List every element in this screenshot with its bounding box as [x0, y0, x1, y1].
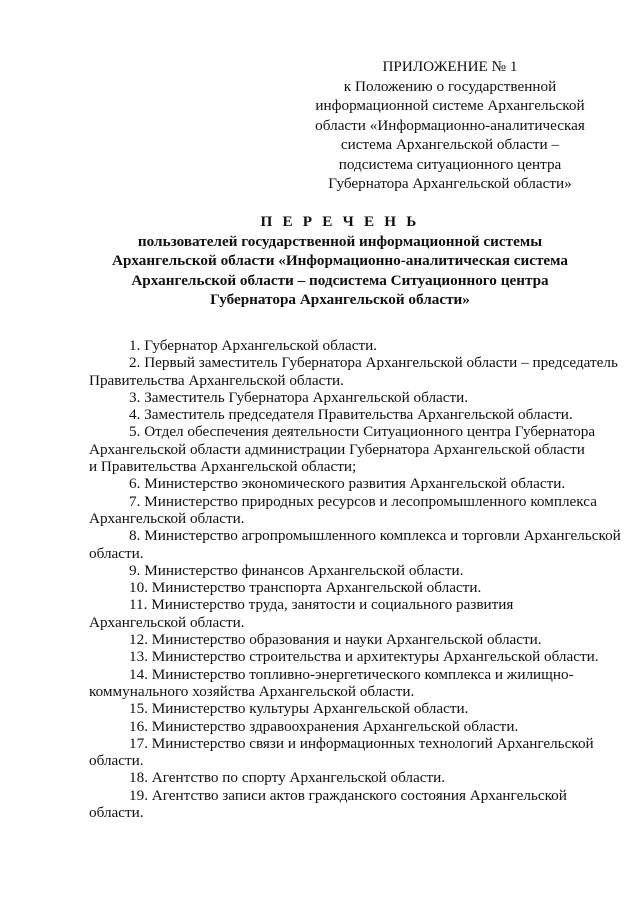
list-item-first-line	[89, 389, 596, 406]
list-item-number: 5.	[129, 423, 141, 441]
list-item-number: 19.	[129, 786, 148, 804]
list-item-first-line	[89, 631, 596, 648]
appendix-line: система Архангельской области –	[340, 136, 560, 153]
list-item-first-line	[89, 475, 596, 492]
list-item-number: 4.	[129, 406, 141, 424]
subtitle-line: пользователей государственной информационной системы	[137, 232, 543, 250]
list-item-first-line	[89, 354, 618, 372]
list-item-first-line	[89, 562, 596, 579]
list-item-number: 9.	[129, 561, 141, 579]
list-item-number: 6.	[129, 475, 141, 493]
list-item-number: 13.	[129, 648, 148, 666]
list-item	[89, 389, 596, 406]
list-item-continuation	[89, 458, 596, 475]
list-item-continuation	[89, 545, 596, 562]
list-item-continuation	[89, 683, 596, 700]
list-item-text: Архангельской области.	[89, 509, 245, 527]
appendix-line: области «Информационно-аналитическая	[315, 116, 585, 134]
list-item-text: Правительства Архангельской области.	[89, 371, 344, 389]
list-item-number: 14.	[129, 665, 148, 683]
user-list	[89, 337, 621, 822]
list-item-number: 11.	[129, 596, 148, 614]
appendix-line: подсистема ситуационного центра	[338, 155, 562, 173]
list-item-number: 15.	[129, 700, 148, 718]
list-item-text: Министерство труда, занятости и социального развития	[151, 596, 514, 614]
list-item-text: Агентство записи актов гражданского состояния Архангельской	[151, 786, 567, 804]
appendix-line: ПРИЛОЖЕНИЕ № 1	[382, 58, 518, 75]
list-item-text: Архангельской области.	[89, 613, 245, 631]
appendix-line: к Положению о государственной	[343, 77, 557, 95]
title-subtitle	[80, 232, 600, 310]
list-item-first-line	[89, 666, 596, 683]
list-item-text: Министерство финансов Архангельской области.	[144, 561, 464, 579]
list-item-text: Министерство транспорта Архангельской области.	[151, 579, 482, 597]
list-item-text: Министерство экономического развития Архангельской области.	[144, 475, 566, 493]
subtitle-line: Архангельской области «Информационно-аналитическая система	[112, 252, 568, 269]
list-item-text: и Правительства Архангельской области;	[89, 458, 357, 476]
list-item-first-line	[89, 337, 596, 354]
list-item-first-line	[89, 579, 596, 596]
list-item-number: 18.	[129, 769, 148, 787]
list-item-first-line	[89, 596, 596, 613]
list-item-continuation	[89, 441, 596, 458]
list-item-continuation	[89, 510, 596, 527]
list-item	[89, 787, 596, 822]
list-item	[89, 337, 596, 354]
list-item-text: Министерство агропромышленного комплекса и торговли Архангельской	[144, 527, 621, 545]
list-item-text: Заместитель Губернатора Архангельской области.	[144, 388, 469, 406]
list-item-text: коммунального хозяйства Архангельской области.	[89, 682, 415, 700]
list-item	[89, 423, 596, 475]
list-item-text: Первый заместитель Губернатора Архангельской области – председатель	[144, 354, 618, 372]
list-item-first-line	[89, 423, 596, 440]
list-item-text: Отдел обеспечения деятельности Ситуационного центра Губернатора	[144, 423, 596, 441]
list-item	[89, 354, 618, 389]
list-item	[89, 735, 596, 770]
list-item-text: Министерство природных ресурсов и лесопромышленного комплекса	[144, 492, 597, 510]
list-item	[89, 769, 596, 786]
list-item-first-line	[89, 787, 596, 804]
list-item-first-line	[89, 493, 596, 510]
list-item-text: Министерство культуры Архангельской области.	[151, 700, 469, 718]
list-item-first-line	[89, 769, 596, 786]
appendix-line: Губернатора Архангельской области»	[328, 175, 572, 192]
list-item-first-line	[89, 527, 621, 545]
list-item-first-line	[89, 735, 596, 752]
list-item-text: области.	[89, 752, 144, 770]
list-item-number: 10.	[129, 579, 148, 597]
list-item	[89, 666, 596, 701]
subtitle-line: Архангельской области – подсистема Ситуационного центра	[131, 271, 549, 289]
list-item-text: Министерство топливно-энергетического комплекса и жилищно-	[151, 665, 574, 683]
appendix-header	[300, 57, 600, 194]
list-item-text: Министерство связи и информационных технологий Архангельской	[151, 734, 594, 752]
list-item	[89, 475, 596, 492]
list-item	[89, 493, 596, 528]
list-item	[89, 700, 596, 717]
list-item-number: 12.	[129, 631, 148, 649]
list-item-text: Министерство здравоохранения Архангельской области.	[151, 717, 519, 735]
list-item-number: 17.	[129, 734, 148, 752]
list-item	[89, 596, 596, 631]
list-item	[89, 718, 596, 735]
title-heading: П Е Р Е Ч Е Н Ь	[260, 213, 420, 230]
list-item-continuation	[89, 614, 596, 631]
list-item-text: Архангельской области администрации Губернатора Архангельской области	[89, 440, 585, 458]
list-item-first-line	[89, 700, 596, 717]
list-item-text: Министерство строительства и архитектуры Архангельской области.	[151, 648, 599, 666]
list-item-number: 2.	[129, 354, 141, 372]
list-item	[89, 527, 621, 562]
list-item-text: Министерство образования и науки Архангельской области.	[151, 631, 542, 649]
list-item	[89, 648, 599, 666]
list-item-text: Заместитель председателя Правительства Архангельской области.	[144, 406, 573, 424]
list-item-number: 3.	[129, 388, 141, 406]
subtitle-line: Губернатора Архангельской области»	[210, 291, 470, 308]
list-item-number: 16.	[129, 717, 148, 735]
list-item-text: Агентство по спорту Архангельской области.	[151, 769, 446, 787]
list-item-text: области.	[89, 804, 144, 822]
list-item-text: области.	[89, 544, 144, 562]
list-item	[89, 579, 596, 596]
list-item-continuation	[89, 804, 596, 821]
list-item	[89, 406, 596, 423]
list-item-number: 8.	[129, 527, 141, 545]
document-title	[80, 212, 600, 310]
list-item-number: 7.	[129, 492, 141, 510]
list-item-first-line	[89, 648, 599, 666]
list-item-first-line	[89, 406, 596, 423]
appendix-line: информационной системе Архангельской	[315, 97, 585, 114]
list-item	[89, 631, 596, 648]
list-item	[89, 562, 596, 579]
list-item-text: Губернатор Архангельской области.	[144, 337, 378, 354]
list-item-number: 1.	[129, 337, 141, 354]
list-item-continuation	[89, 372, 596, 389]
list-item-continuation	[89, 752, 596, 769]
list-item-first-line	[89, 718, 596, 735]
